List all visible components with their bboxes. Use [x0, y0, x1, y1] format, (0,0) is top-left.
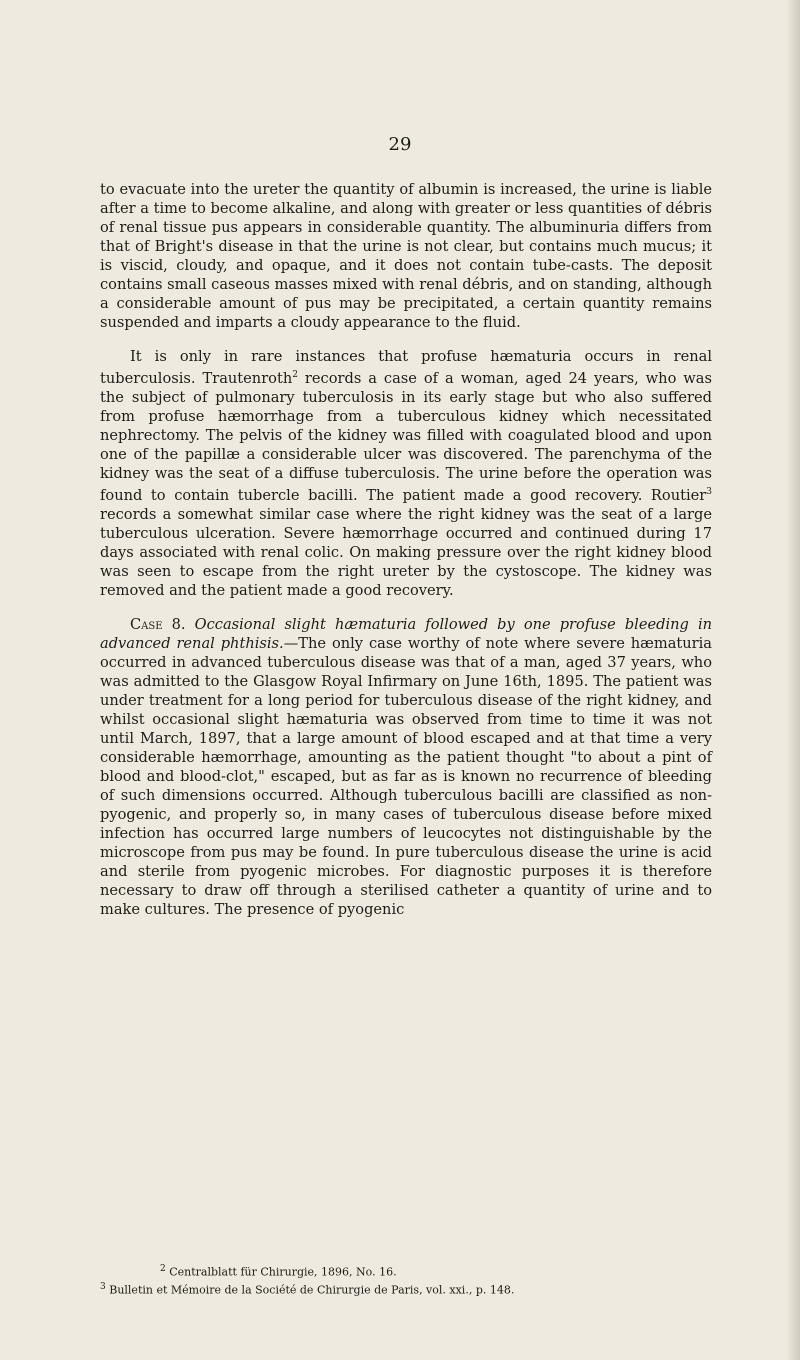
paragraph-haematuria [100, 347, 712, 600]
footnote-marker: 2 [160, 1264, 166, 1274]
footnote [100, 1262, 712, 1280]
case-label: Case 8. [130, 615, 186, 633]
paragraph-case-8 [100, 615, 712, 919]
footnote [100, 1280, 712, 1298]
paragraph-text: records a case of a woman, aged 24 years, who was the subject of pulmonary tuberculosis in its early stage but who also suffered from profuse hæmorrhage from a tuberculous kidney which necessitated nephrectomy. The pelvis of the kidney was filled with coagulated blood and upon one of the papillæ a considerable ulcer was discovered. The parenchyma of the kidney was the seat of a diffuse tuberculosis. The urine before the operation was found to contain tubercle bacilli. The patient made a good recovery. Routier [100, 369, 712, 504]
paragraph-albuminuria: to evacuate into the ureter the quantity of albumin is increased, the urine is liable after a time to become alkaline, and along with greater or less quantities of débris of renal tissue pus appears in considerable quantity. The albuminuria differs from that of Bright's disease in that the urine is not clear, but contains much mucus; it is viscid, cloudy, and opaque, and it does not contain tube-casts. The deposit contains small caseous masses mixed with renal débris, and on standing, although a considerable amount of pus may be precipitated, a certain quantity remains suspended and imparts a cloudy appearance to the fluid. [100, 181, 712, 331]
case-title: Occasional slight hæmaturia followed by one profuse bleeding in advanced renal phthisis. [100, 615, 713, 652]
footnote-ref: 2 [292, 370, 298, 380]
footnote-text: Centralblatt für Chirurgie, 1896, No. 16. [165, 1265, 397, 1279]
paragraph-text: records a somewhat similar case where the right kidney was the seat of a large tuberculous ulceration. Severe hæmorrhage occurred and continued during 17 days associated with renal colic. On making pressure over the right kidney blood was seen to escape from the right ureter by the cystoscope. The kidney was removed and the patient made a good recovery. [100, 505, 712, 599]
body-text [100, 180, 712, 919]
page-number: 29 [388, 134, 412, 155]
footnotes [100, 1262, 712, 1297]
paragraph-text: It is only in rare instances that profuse hæmaturia occurs in renal tuberculosis. Trautenroth [100, 348, 712, 387]
page-edge-shadow [786, 0, 800, 1360]
footnote-marker: 3 [100, 1281, 106, 1292]
footnote-ref: 3 [706, 486, 712, 497]
footnote-text: Bulletin et Mémoire de la Société de Chirurgie de Paris, vol. xxi., p. 148. [105, 1283, 515, 1297]
paragraph-text: —The only case worthy of note where severe hæmaturia occurred in advanced tuberculous disease was that of a man, aged 37 years, who was admitted to the Glasgow Royal Infirmary on June 16th, 1895. The patient was under treatment for a long period for tuberculous disease of the right kidney, and whilst occasional slight hæmaturia was observed from time to time it was not until March, 1897, that a large amount of blood escaped and at that time a very considerable hæmorrhage, amounting as the patient thought "to about a pint of blood and blood-clot," escaped, but as far as is known no recurrence of bleeding of such dimensions occurred. Although tuberculous bacilli are classified as non-pyogenic, and properly so, in many cases of tuberculous disease before mixed infection has occurred large numbers of leucocytes not distinguishable by the microscope from pus may be found. In pure tuberculous disease the urine is acid and sterile from pyogenic microbes. For diagnostic purposes it is therefore necessary to draw off through a sterilised catheter a quantity of urine and to make cultures. The presence of pyogenic [100, 634, 713, 918]
